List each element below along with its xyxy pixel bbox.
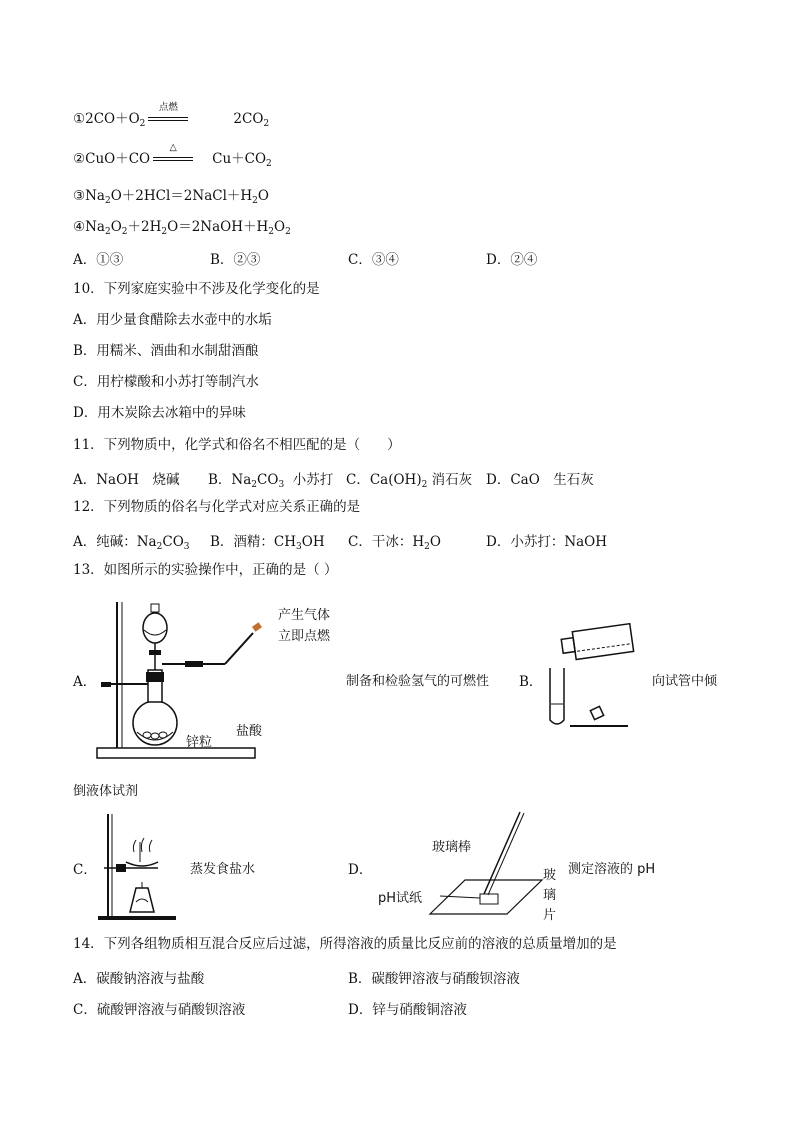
q13-option-b-letter: B． [519, 674, 543, 690]
equation-2 [73, 141, 272, 173]
eq-part: O [274, 219, 286, 235]
q14-option-d: D．锌与硝酸铜溶液 [348, 1002, 467, 1018]
eq-sub: 2 [139, 119, 146, 129]
eq-part: O＝2NaOH＋H [167, 219, 269, 235]
option-sub: 2 [424, 542, 430, 552]
q11-option-d: D．CaO 生石灰 [486, 472, 594, 488]
q13-option-c-letter: C． [73, 862, 97, 878]
q14-option-a: A．碳酸钠溶液与盐酸 [73, 971, 205, 987]
eq-number: ④ [73, 219, 86, 235]
q13-d-label-glass-3: 片 [543, 908, 557, 923]
eq-part: Na [85, 219, 105, 235]
q14-option-c: C．硫酸钾溶液与硝酸钡溶液 [73, 1002, 246, 1018]
reaction-condition: △ [169, 141, 177, 153]
eq-sub: 2 [121, 227, 128, 237]
eq-part: ＋2H [127, 219, 162, 235]
q10-stem: 10．下列家庭实验中不涉及化学变化的是 [73, 281, 320, 297]
option-text: OH [301, 534, 325, 550]
eq-sub: 2 [263, 119, 270, 129]
q13-stem: 13．如图所示的实验操作中，正确的是（ ） [73, 562, 338, 578]
option-text: 消石灰 [427, 472, 473, 488]
eq-lhs: 2CO＋O [85, 111, 140, 127]
q9-option-c: C．③④ [348, 252, 399, 268]
eq-number: ③ [73, 188, 86, 204]
eq-number: ① [73, 111, 86, 127]
option-sub: 2 [251, 480, 258, 490]
option-text: CO [162, 534, 184, 550]
equation-4 [73, 218, 291, 241]
q10-option-a: A．用少量食醋除去水壶中的水垢 [73, 312, 272, 328]
eq-sub: 2 [252, 196, 258, 206]
q12-option-b [210, 530, 325, 552]
q13-option-b-caption: 向试管中倾 [652, 674, 718, 689]
reaction-condition-arrow [151, 141, 195, 167]
q13-d-label-rod: 玻璃棒 [432, 840, 472, 855]
eq-number: ② [73, 151, 86, 167]
q11-option-b [208, 468, 333, 490]
q9-option-b: B．②③ [210, 252, 261, 268]
q11-option-a: A．NaOH 烧碱 [73, 472, 180, 488]
q11-stem: 11．下列物质中，化学式和俗名不相匹配的是（ ） [73, 437, 401, 453]
option-text: C．Ca(OH) [346, 472, 422, 488]
q10-option-b: B．用糯米、酒曲和水制甜酒酿 [73, 343, 259, 359]
q9-option-a: A．①③ [73, 252, 124, 268]
option-sub: 3 [296, 542, 302, 552]
q9-option-d: D．②④ [486, 252, 538, 268]
q12-option-c [348, 530, 441, 552]
q13-a-label-zinc: 锌粒 [186, 735, 213, 750]
q13-d-label-glass-1: 玻 [543, 868, 557, 883]
eq-rhs: 2CO [233, 111, 264, 127]
option-sub: 2 [156, 542, 163, 552]
option-text: C．干冰：H [348, 534, 425, 550]
evaporation-diagram [96, 812, 178, 922]
eq-sub: 2 [161, 227, 168, 237]
reaction-condition-arrow [146, 101, 190, 127]
option-sub: 3 [183, 542, 190, 552]
q13-option-a-caption: 制备和检验氢气的可燃性 [346, 674, 490, 689]
option-text: B．酒精：CH [210, 534, 297, 550]
q14-option-b: B．碳酸钾溶液与硝酸钡溶液 [348, 971, 520, 987]
option-sub: 3 [278, 480, 285, 490]
q10-option-d: D．用木炭除去冰箱中的异味 [73, 405, 246, 421]
eq-sub: 2 [104, 196, 111, 206]
option-text: 小苏打 [284, 472, 334, 488]
eq-part: Na [85, 188, 105, 204]
reaction-condition: 点燃 [158, 101, 178, 113]
option-text: B．Na [208, 472, 252, 488]
equation-1 [73, 101, 270, 133]
q13-a-label-gas-2: 立即点燃 [278, 629, 331, 644]
q10-option-c: C．用柠檬酸和小苏打等制汽水 [73, 374, 259, 390]
eq-sub: 2 [104, 227, 111, 237]
ph-test-diagram [420, 810, 555, 920]
option-sub: 2 [421, 480, 428, 490]
q13-option-a-letter: A． [73, 674, 97, 690]
eq-rhs: Cu＋CO [212, 151, 267, 167]
q13-option-b-caption-cont: 倒液体试剂 [73, 784, 139, 799]
option-text: A．纯碱：Na [73, 534, 157, 550]
option-text: CO [257, 472, 279, 488]
q13-option-d-letter: D． [348, 862, 373, 878]
q13-option-d-caption: 测定溶液的 pH [568, 862, 656, 877]
equation-3 [73, 187, 269, 210]
eq-part: O [110, 219, 122, 235]
q12-option-a [73, 530, 190, 552]
eq-part: O [257, 188, 269, 204]
eq-part: O＋2HCl＝2NaCl＋H [110, 188, 253, 204]
q12-option-d: D．小苏打：NaOH [486, 534, 608, 550]
q13-option-c-caption: 蒸发食盐水 [190, 862, 256, 877]
eq-sub: 2 [266, 159, 272, 169]
eq-sub: 2 [285, 227, 291, 237]
q13-d-label-paper: pH试纸 [378, 891, 423, 906]
eq-lhs: CuO＋CO [85, 151, 151, 167]
q11-option-c [346, 468, 472, 490]
q13-a-label-acid: 盐酸 [236, 724, 263, 739]
eq-sub: 2 [268, 227, 275, 237]
pouring-liquid-diagram [540, 620, 635, 730]
q14-stem: 14．下列各组物质相互混合反应后过滤，所得溶液的质量比反应前的溶液的总质量增加的是 [73, 936, 617, 952]
q13-a-label-gas-1: 产生气体 [278, 608, 331, 623]
q12-stem: 12．下列物质的俗名与化学式对应关系正确的是 [73, 499, 361, 515]
option-text: O [429, 534, 441, 550]
q13-d-label-glass-2: 璃 [543, 888, 557, 903]
